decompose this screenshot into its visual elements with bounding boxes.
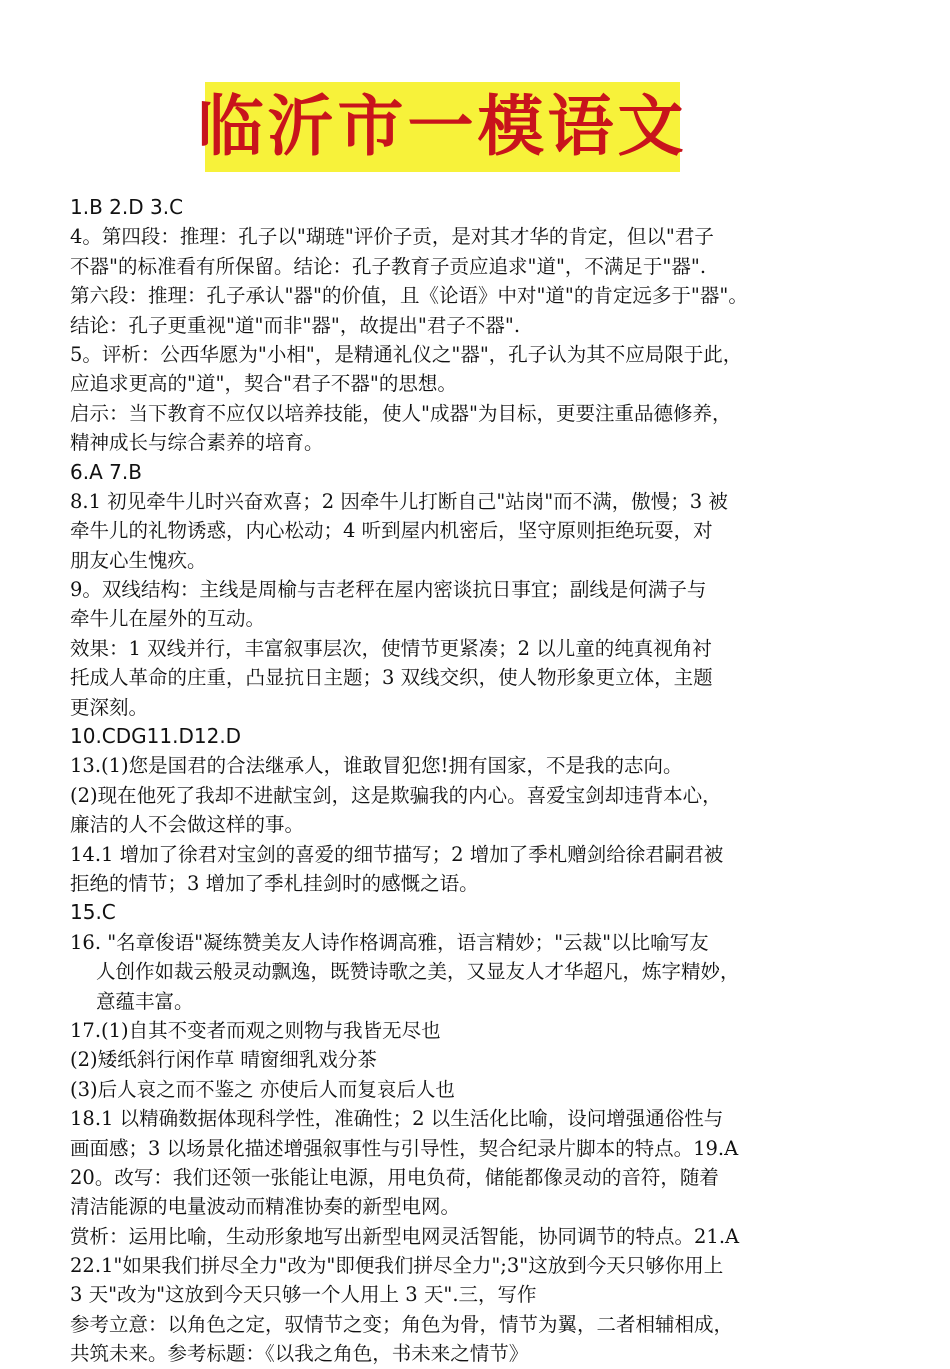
answer-line: 清洁能源的电量波动而精准协奏的新型电网。 [70, 1195, 461, 1219]
answer-line: 15.C [70, 900, 116, 925]
answer-line: 20。改写：我们还领一张能让电源，用电负荷，储能都像灵动的音符，随着 [70, 1165, 719, 1189]
answer-text-block [70, 193, 830, 1369]
answer-line: 启示：当下教育不应仅以培养技能，使人"成器"为目标，更要注重品德修养， [70, 401, 732, 425]
answer-line: 3 天"改为"这放到今天只够一个人用上 3 天".三，写作 [70, 1283, 537, 1307]
answer-line: 16. "名章俊语"凝练赞美友人诗作格调高雅，语言精妙；"云裁"以比喻写友 [70, 930, 709, 954]
answer-line: 赏析：运用比喻，生动形象地写出新型电网灵活智能，协同调节的特点。21.A [70, 1224, 740, 1248]
answer-line: 13.(1)您是国君的合法继承人，谁敢冒犯您!拥有国家，不是我的志向。 [70, 754, 683, 778]
answer-line: (2)矮纸斜行闲作草 晴窗细乳戏分茶 [70, 1048, 377, 1072]
answer-line: 共筑未来。参考标题：《以我之角色，书未来之情节》 [70, 1342, 529, 1366]
answer-line: 人创作如裁云般灵动飘逸，既赞诗歌之美，又显友人才华超凡，炼字精妙， [96, 960, 740, 984]
answer-line: 应追求更高的"道"，契合"君子不器"的思想。 [70, 372, 457, 396]
answer-line: 第六段：推理：孔子承认"器"的价值，且《论语》中对"道"的肯定远多于"器"。 [70, 284, 748, 308]
answer-line: 廉洁的人不会做这样的事。 [70, 813, 305, 837]
answer-line: 拒绝的情节；3 增加了季札挂剑时的感慨之语。 [70, 871, 479, 895]
answer-line: 朋友心生愧疚。 [70, 548, 207, 572]
answer-line: 10.CDG11.D12.D [70, 724, 242, 749]
answer-line: (2)现在他死了我却不进献宝剑，这是欺骗我的内心。喜爱宝剑却违背本心， [70, 783, 722, 807]
answer-line: 精神成长与综合素养的培育。 [70, 431, 324, 455]
answer-line: 更深刻。 [70, 695, 149, 719]
answer-line: 8.1 初见牵牛儿时兴奋欢喜；2 因牵牛儿打断自己"站岗"而不满，傲慢；3 被 [70, 489, 728, 513]
answer-line: 画面感；3 以场景化描述增强叙事性与引导性，契合纪录片脚本的特点。19.A [70, 1136, 739, 1160]
answer-line: 效果：1 双线并行，丰富叙事层次，使情节更紧凑；2 以儿童的纯真视角衬 [70, 636, 712, 660]
answer-line: 牵牛儿的礼物诱惑，内心松动；4 听到屋内机密后，坚守原则拒绝玩耍，对 [70, 519, 713, 543]
answer-line: 不器"的标准看有所保留。结论：孔子教育子贡应追求"道"，不满足于"器". [70, 254, 707, 278]
answer-line: 结论：孔子更重视"道"而非"器"，故提出"君子不器". [70, 313, 521, 337]
answer-line: 17.(1)自其不变者而观之则物与我皆无尽也 [70, 1018, 441, 1042]
page-title: 临沂市一模语文 [197, 88, 688, 165]
answer-line: 6.A 7.B [70, 459, 142, 484]
answer-line: 14.1 增加了徐君对宝剑的喜爱的细节描写；2 增加了季札赠剑给徐君嗣君被 [70, 842, 724, 866]
answer-line: 22.1"如果我们拼尽全力"改为"即便我们拼尽全力";3"这放到今天只够你用上 [70, 1254, 724, 1278]
answer-line: 18.1 以精确数据体现科学性，准确性；2 以生活化比喻，设问增强通俗性与 [70, 1107, 724, 1131]
answer-line: 参考立意：以角色之定，驭情节之变；角色为骨，情节为翼，二者相辅相成， [70, 1312, 734, 1336]
title-banner [197, 82, 688, 172]
answer-line: 9。双线结构：主线是周榆与吉老秤在屋内密谈抗日事宜；副线是何满子与 [70, 578, 707, 602]
answer-line: (3)后人哀之而不鉴之 亦使后人而复哀后人也 [70, 1077, 455, 1101]
answer-line: 1.B 2.D 3.C [70, 195, 184, 219]
answer-line: 5。评析：公西华愿为"小相"，是精通礼仪之"器"，孔子认为其不应局限于此， [70, 342, 743, 366]
answer-line: 4。第四段：推理：孔子以"瑚琏"评价子贡，是对其才华的肯定，但以"君子 [70, 225, 714, 249]
answer-line: 托成人革命的庄重，凸显抗日主题；3 双线交织，使人物形象更立体，主题 [70, 666, 713, 690]
answer-line: 意蕴丰富。 [96, 989, 194, 1013]
answer-line: 牵牛儿在屋外的互动。 [70, 607, 266, 631]
